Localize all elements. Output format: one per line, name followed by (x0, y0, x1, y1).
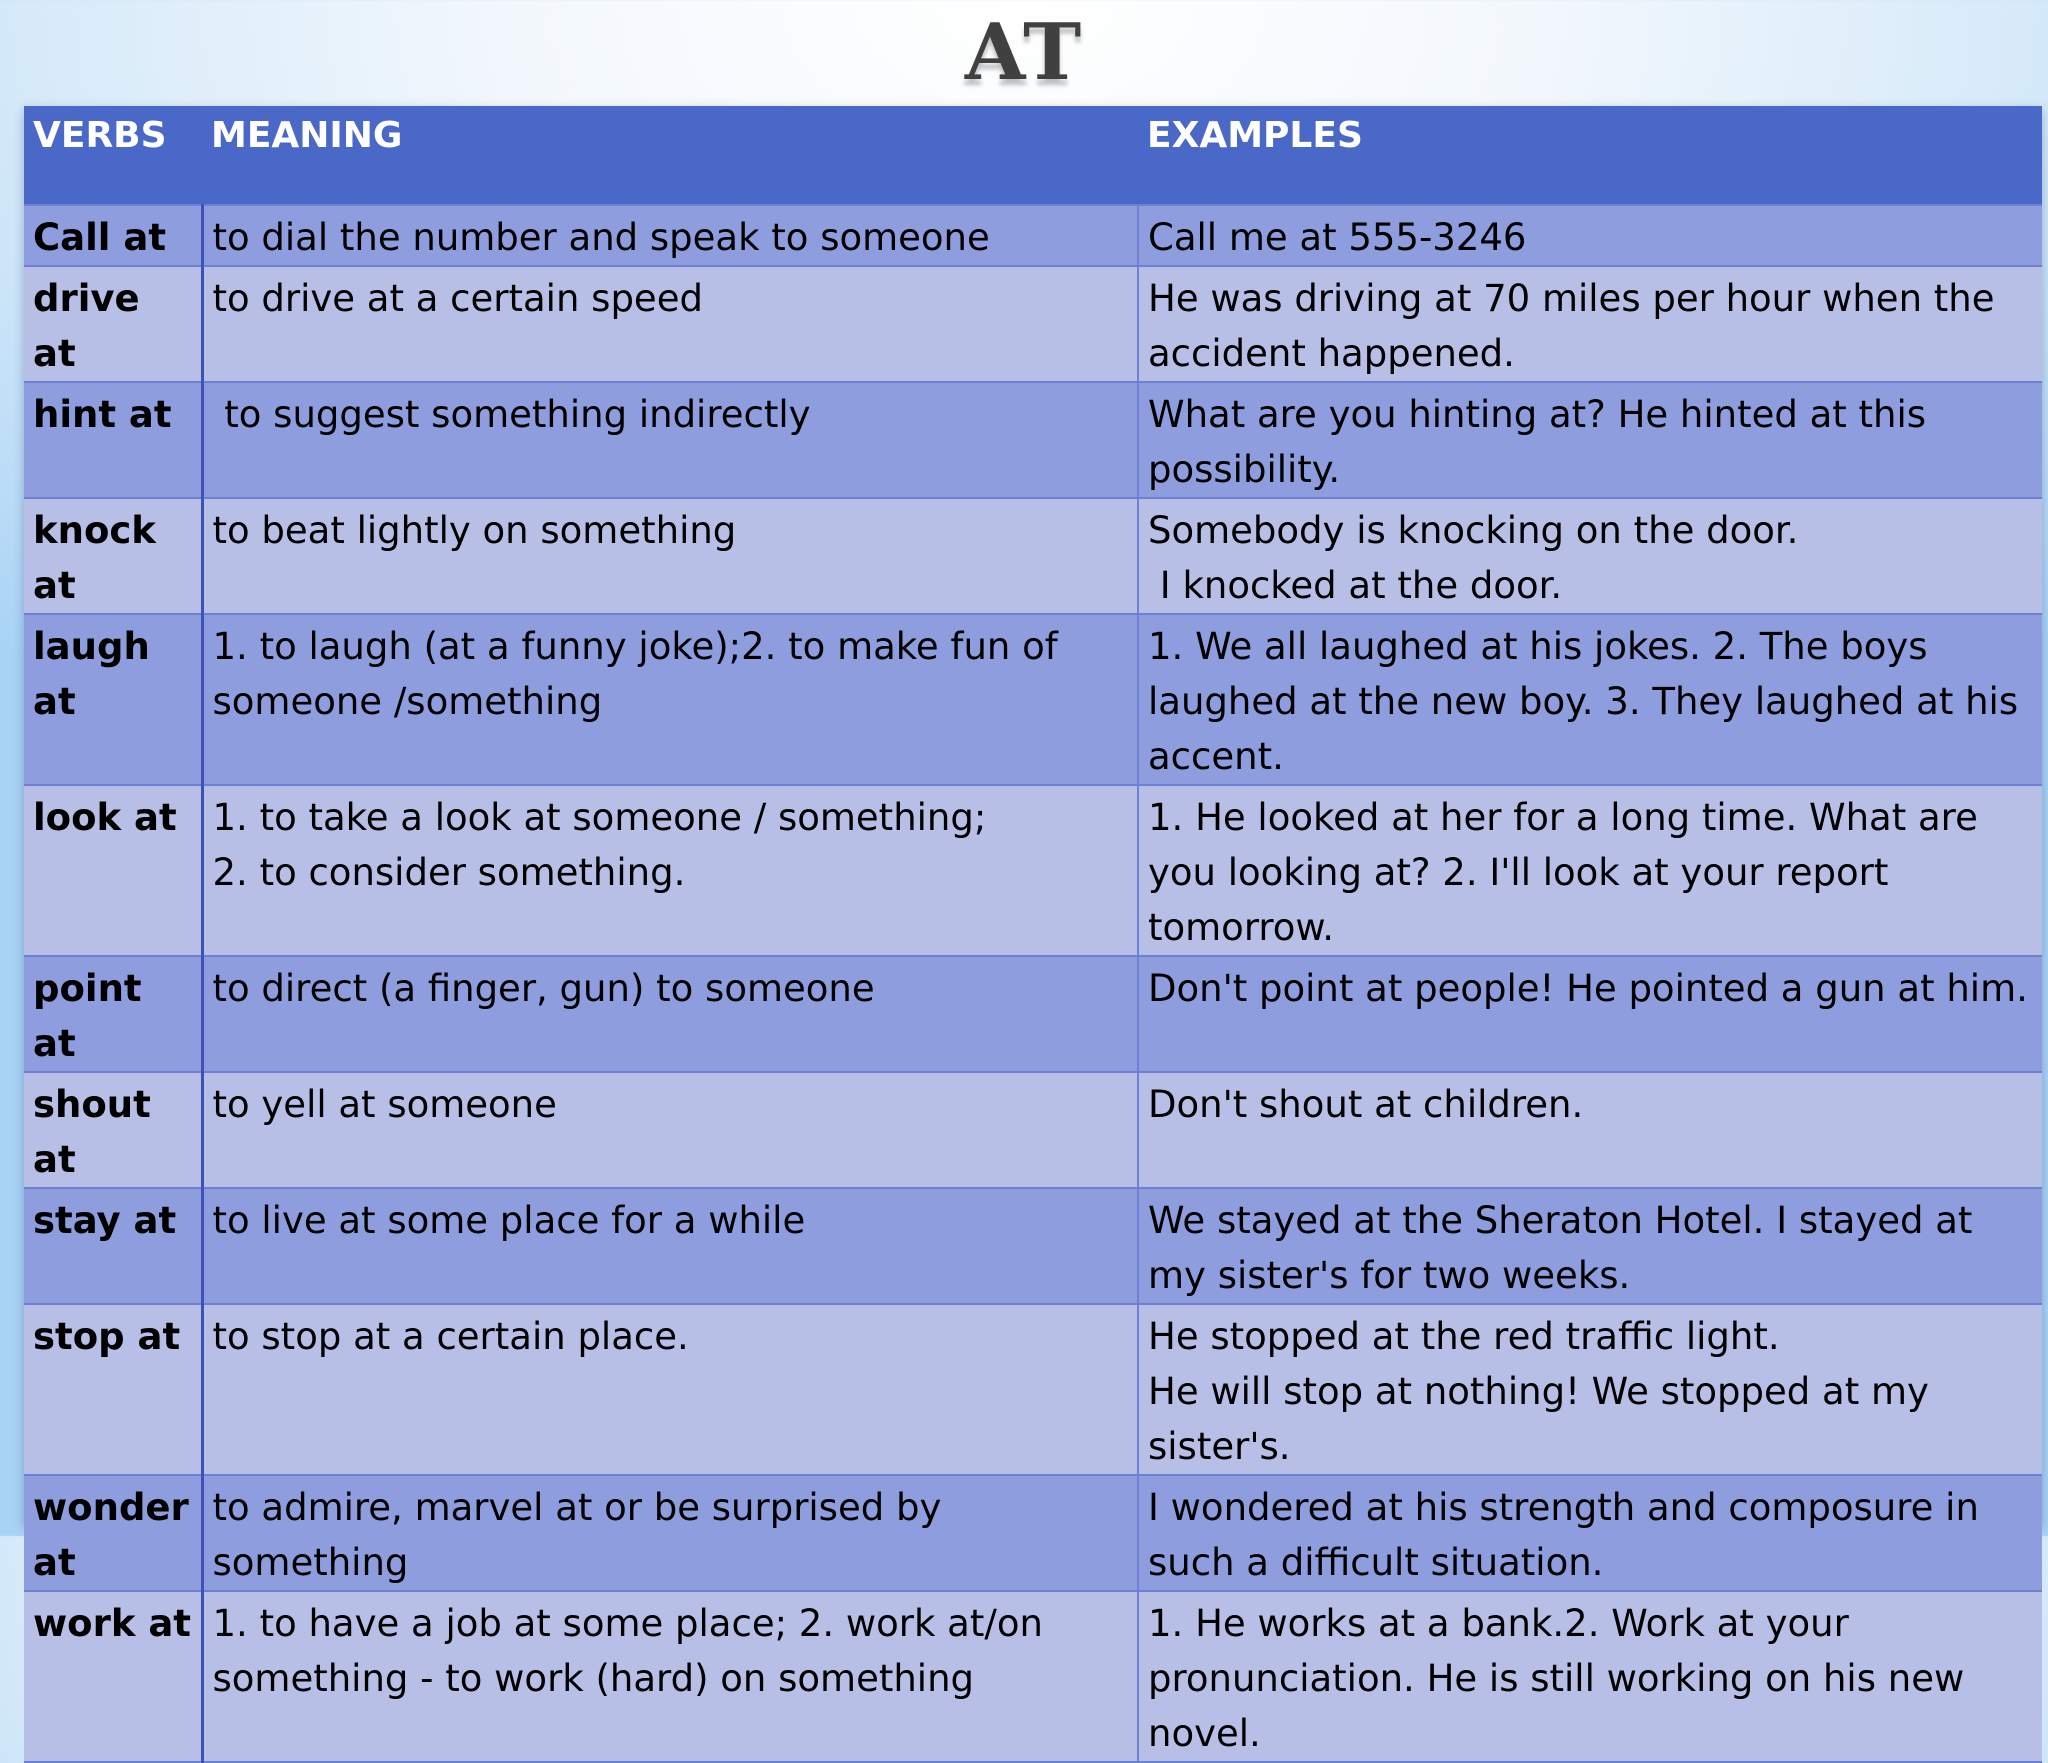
meaning-cell: to direct (a finger, gun) to someone (202, 956, 1138, 1072)
header-verbs: VERBS (24, 106, 202, 205)
table-row (24, 1072, 2042, 1188)
meaning-cell: to admire, marvel at or be surprised by something (202, 1475, 1138, 1591)
example-cell: 1. We all laughed at his jokes. 2. The boys laughed at the new boy. 3. They laughed at his accent. (1138, 614, 2042, 785)
verb-cell: laugh at (24, 614, 202, 785)
example-cell: 1. He looked at her for a long time. What are you looking at? 2. I'll look at your report tomorrow. (1138, 785, 2042, 956)
table-row (24, 382, 2042, 498)
meaning-cell: to yell at someone (202, 1072, 1138, 1188)
meaning-cell: to live at some place for a while (202, 1188, 1138, 1304)
example-cell: Don't shout at children. (1138, 1072, 2042, 1188)
example-cell: We stayed at the Sheraton Hotel. I stayed at my sister's for two weeks. (1138, 1188, 2042, 1304)
table-row (24, 1591, 2042, 1762)
verb-cell: shout at (24, 1072, 202, 1188)
verb-cell: stop at (24, 1304, 202, 1475)
verb-cell: stay at (24, 1188, 202, 1304)
header-examples: EXAMPLES (1138, 106, 2042, 205)
table-row (24, 1475, 2042, 1591)
meaning-cell: to stop at a certain place. (202, 1304, 1138, 1475)
example-cell: Call me at 555-3246 (1138, 205, 2042, 266)
meaning-cell: 1. to have a job at some place; 2. work at/on something - to work (hard) on something (202, 1591, 1138, 1762)
example-cell: Don't point at people! He pointed a gun at him. (1138, 956, 2042, 1072)
table-row (24, 266, 2042, 382)
table-header-row (24, 106, 2042, 205)
meaning-cell: to suggest something indirectly (202, 382, 1138, 498)
meaning-cell: 1. to take a look at someone / something; 2. to consider something. (202, 785, 1138, 956)
table-row (24, 1304, 2042, 1475)
verb-cell: knock at (24, 498, 202, 614)
example-cell: He was driving at 70 miles per hour when the accident happened. (1138, 266, 2042, 382)
meaning-cell: to beat lightly on something (202, 498, 1138, 614)
verbs-table (24, 106, 2042, 1763)
table-row (24, 614, 2042, 785)
verb-cell: look at (24, 785, 202, 956)
example-cell: What are you hinting at? He hinted at this possibility. (1138, 382, 2042, 498)
verb-cell: wonder at (24, 1475, 202, 1591)
table-row (24, 498, 2042, 614)
verbs-table-container (24, 106, 2042, 1755)
meaning-cell: to drive at a certain speed (202, 266, 1138, 382)
table-row (24, 956, 2042, 1072)
verb-cell: work at (24, 1591, 202, 1762)
verb-cell: drive at (24, 266, 202, 382)
table-row (24, 785, 2042, 956)
example-cell: I wondered at his strength and composure in such a difficult situation. (1138, 1475, 2042, 1591)
meaning-cell: 1. to laugh (at a funny joke);2. to make fun of someone /something (202, 614, 1138, 785)
verb-cell: hint at (24, 382, 202, 498)
header-meaning: MEANING (202, 106, 1138, 205)
meaning-cell: to dial the number and speak to someone (202, 205, 1138, 266)
table-row (24, 1188, 2042, 1304)
slide-title: AT (964, 7, 1084, 98)
example-cell: 1. He works at a bank.2. Work at your pronunciation. He is still working on his new novel. (1138, 1591, 2042, 1762)
verb-cell: point at (24, 956, 202, 1072)
table-row (24, 205, 2042, 266)
example-cell: He stopped at the red traffic light. He will stop at nothing! We stopped at my sister's. (1138, 1304, 2042, 1475)
example-cell: Somebody is knocking on the door. I knocked at the door. (1138, 498, 2042, 614)
verb-cell: Call at (24, 205, 202, 266)
